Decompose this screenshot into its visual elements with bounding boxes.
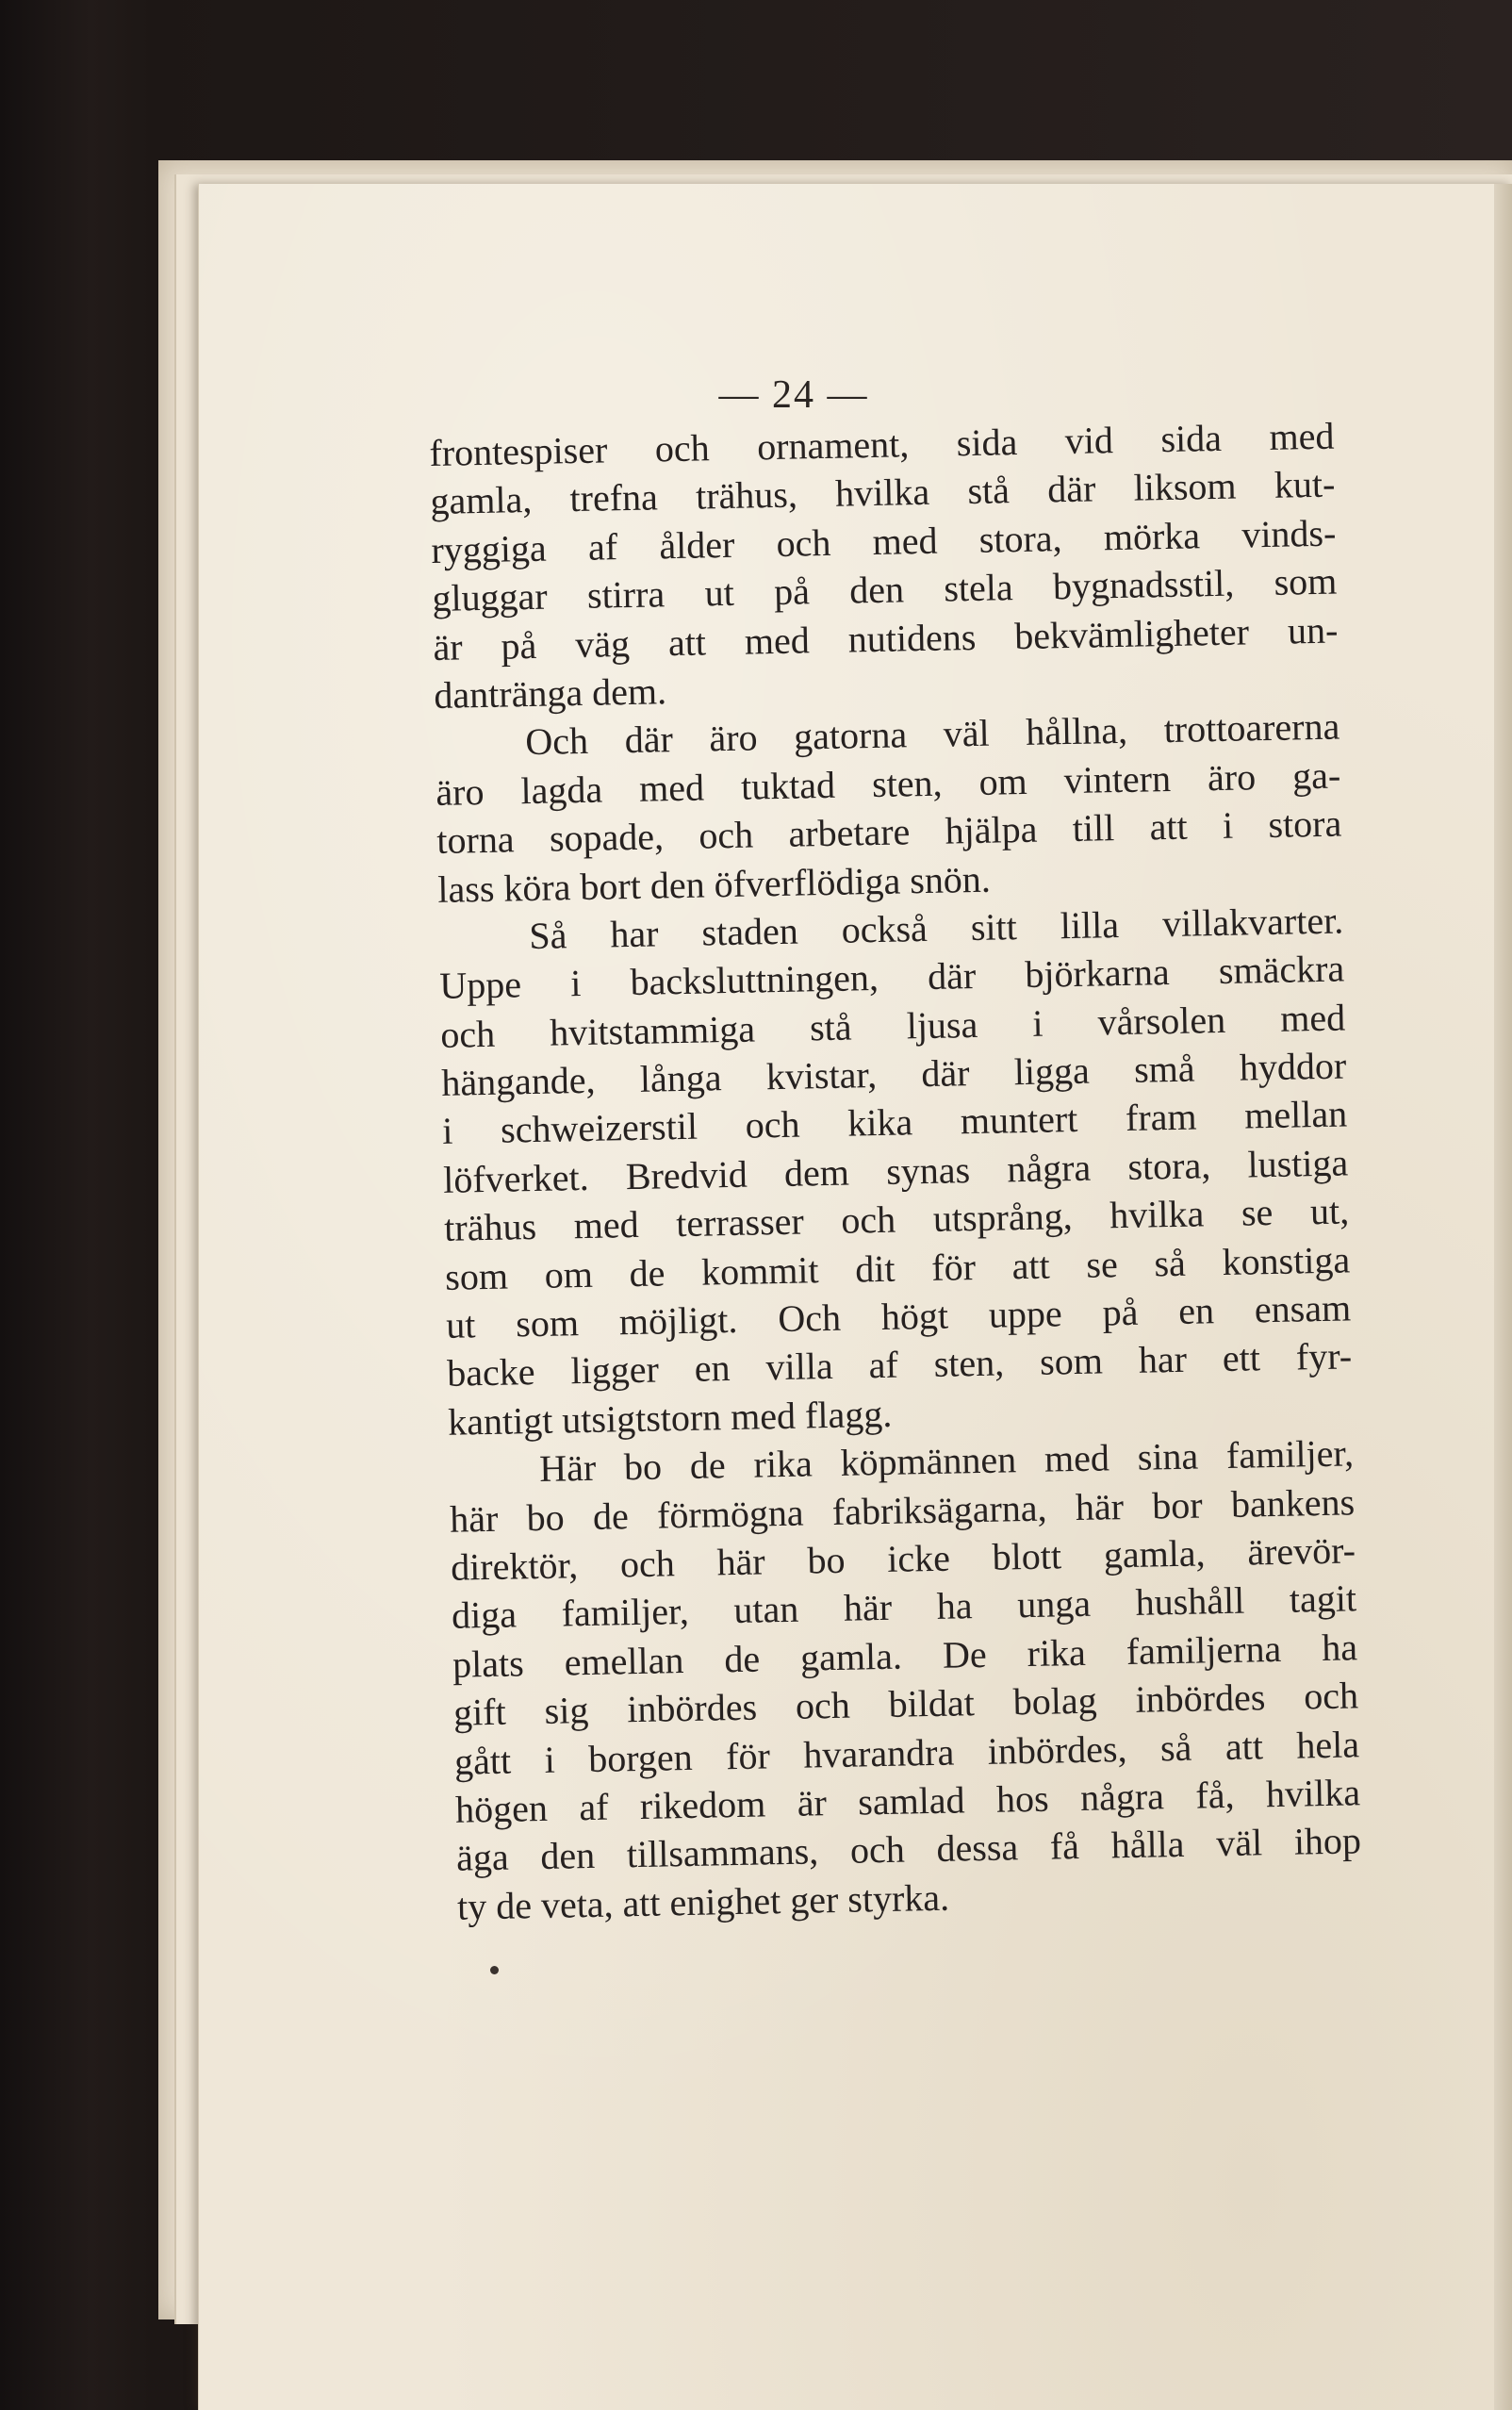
text-line: löfverket. Bredvid dem synas några stora, lustiga: [442, 1141, 1349, 1201]
page-number: — 24 —: [718, 373, 869, 417]
text-line: frontespiser och ornament, sida vid sida med: [429, 414, 1335, 474]
text-line: torna sopade, och arbetare hjälpa till att i stora: [436, 801, 1342, 863]
text-line: gått i borgen för hvarandra inbördes, så att hela: [453, 1722, 1360, 1783]
text-line: som om de kommit dit för att se så konstiga: [444, 1238, 1351, 1298]
text-line: gluggar stirra ut på den stela bygnadsstil, som: [432, 559, 1338, 620]
page-edge: [1494, 184, 1512, 2410]
text-line: ryggiga af ålder och med stora, mörka vinds-: [431, 511, 1337, 571]
text-line: ut som möjligt. Och högt uppe på en ensam: [445, 1286, 1352, 1346]
text-line: och hvitstammiga stå ljusa i vårsolen med: [439, 996, 1346, 1056]
text-line: Uppe i backsluttningen, där björkarna smäckra: [438, 947, 1345, 1008]
text-line: gift sig inbördes och bildat bolag inbördes och: [452, 1674, 1359, 1734]
text-line: Här bo de rika köpmännen med sina familjer,: [538, 1431, 1355, 1491]
text-line: dantränga dem.: [433, 669, 667, 717]
body-text: [429, 412, 1362, 1931]
text-line: Så har staden också sitt lilla villakvarter.: [528, 899, 1344, 957]
text-line: hängande, långa kvistar, där ligga små hyddor: [440, 1044, 1347, 1104]
text-line: ty de veta, att enighet ger styrka.: [456, 1875, 950, 1928]
text-line: högen af rikedom är samlad hos några få, hvilka: [454, 1771, 1361, 1831]
text-line: direktör, och här bo icke blott gamla, ärevör-: [450, 1528, 1356, 1589]
text-line: trähus med terrasser och utsprång, hvilka se ut,: [443, 1189, 1350, 1250]
text-line: kantigt utsigtstorn med flagg.: [447, 1392, 893, 1444]
text-line: plats emellan de gamla. De rika familjerna ha: [452, 1626, 1358, 1686]
ink-spot: [490, 1966, 499, 1974]
text-line: här bo de förmögna fabriksägarna, här bor bankens: [449, 1479, 1356, 1541]
text-line: diga familjer, utan här ha unga hushåll tagit: [451, 1576, 1357, 1638]
text-line: i schweizerstil och kika muntert fram mellan: [441, 1092, 1348, 1153]
text-line: lass köra bort den öfverflödiga snön.: [436, 857, 992, 911]
text-line: Och där äro gatorna väl hållna, trottoarerna: [524, 704, 1340, 764]
text-line: äro lagda med tuktad sten, om vintern äro ga-: [435, 753, 1341, 814]
text-line: backe ligger en villa af sten, som har ett fyr-: [446, 1334, 1353, 1395]
text-line: är på väg att med nutidens bekvämligheter un-: [433, 608, 1339, 669]
text-line: äga den tillsammans, och dessa få hålla väl ihop: [455, 1819, 1362, 1880]
text-line: gamla, trefna trähus, hvilka stå där liksom kut-: [430, 462, 1336, 523]
